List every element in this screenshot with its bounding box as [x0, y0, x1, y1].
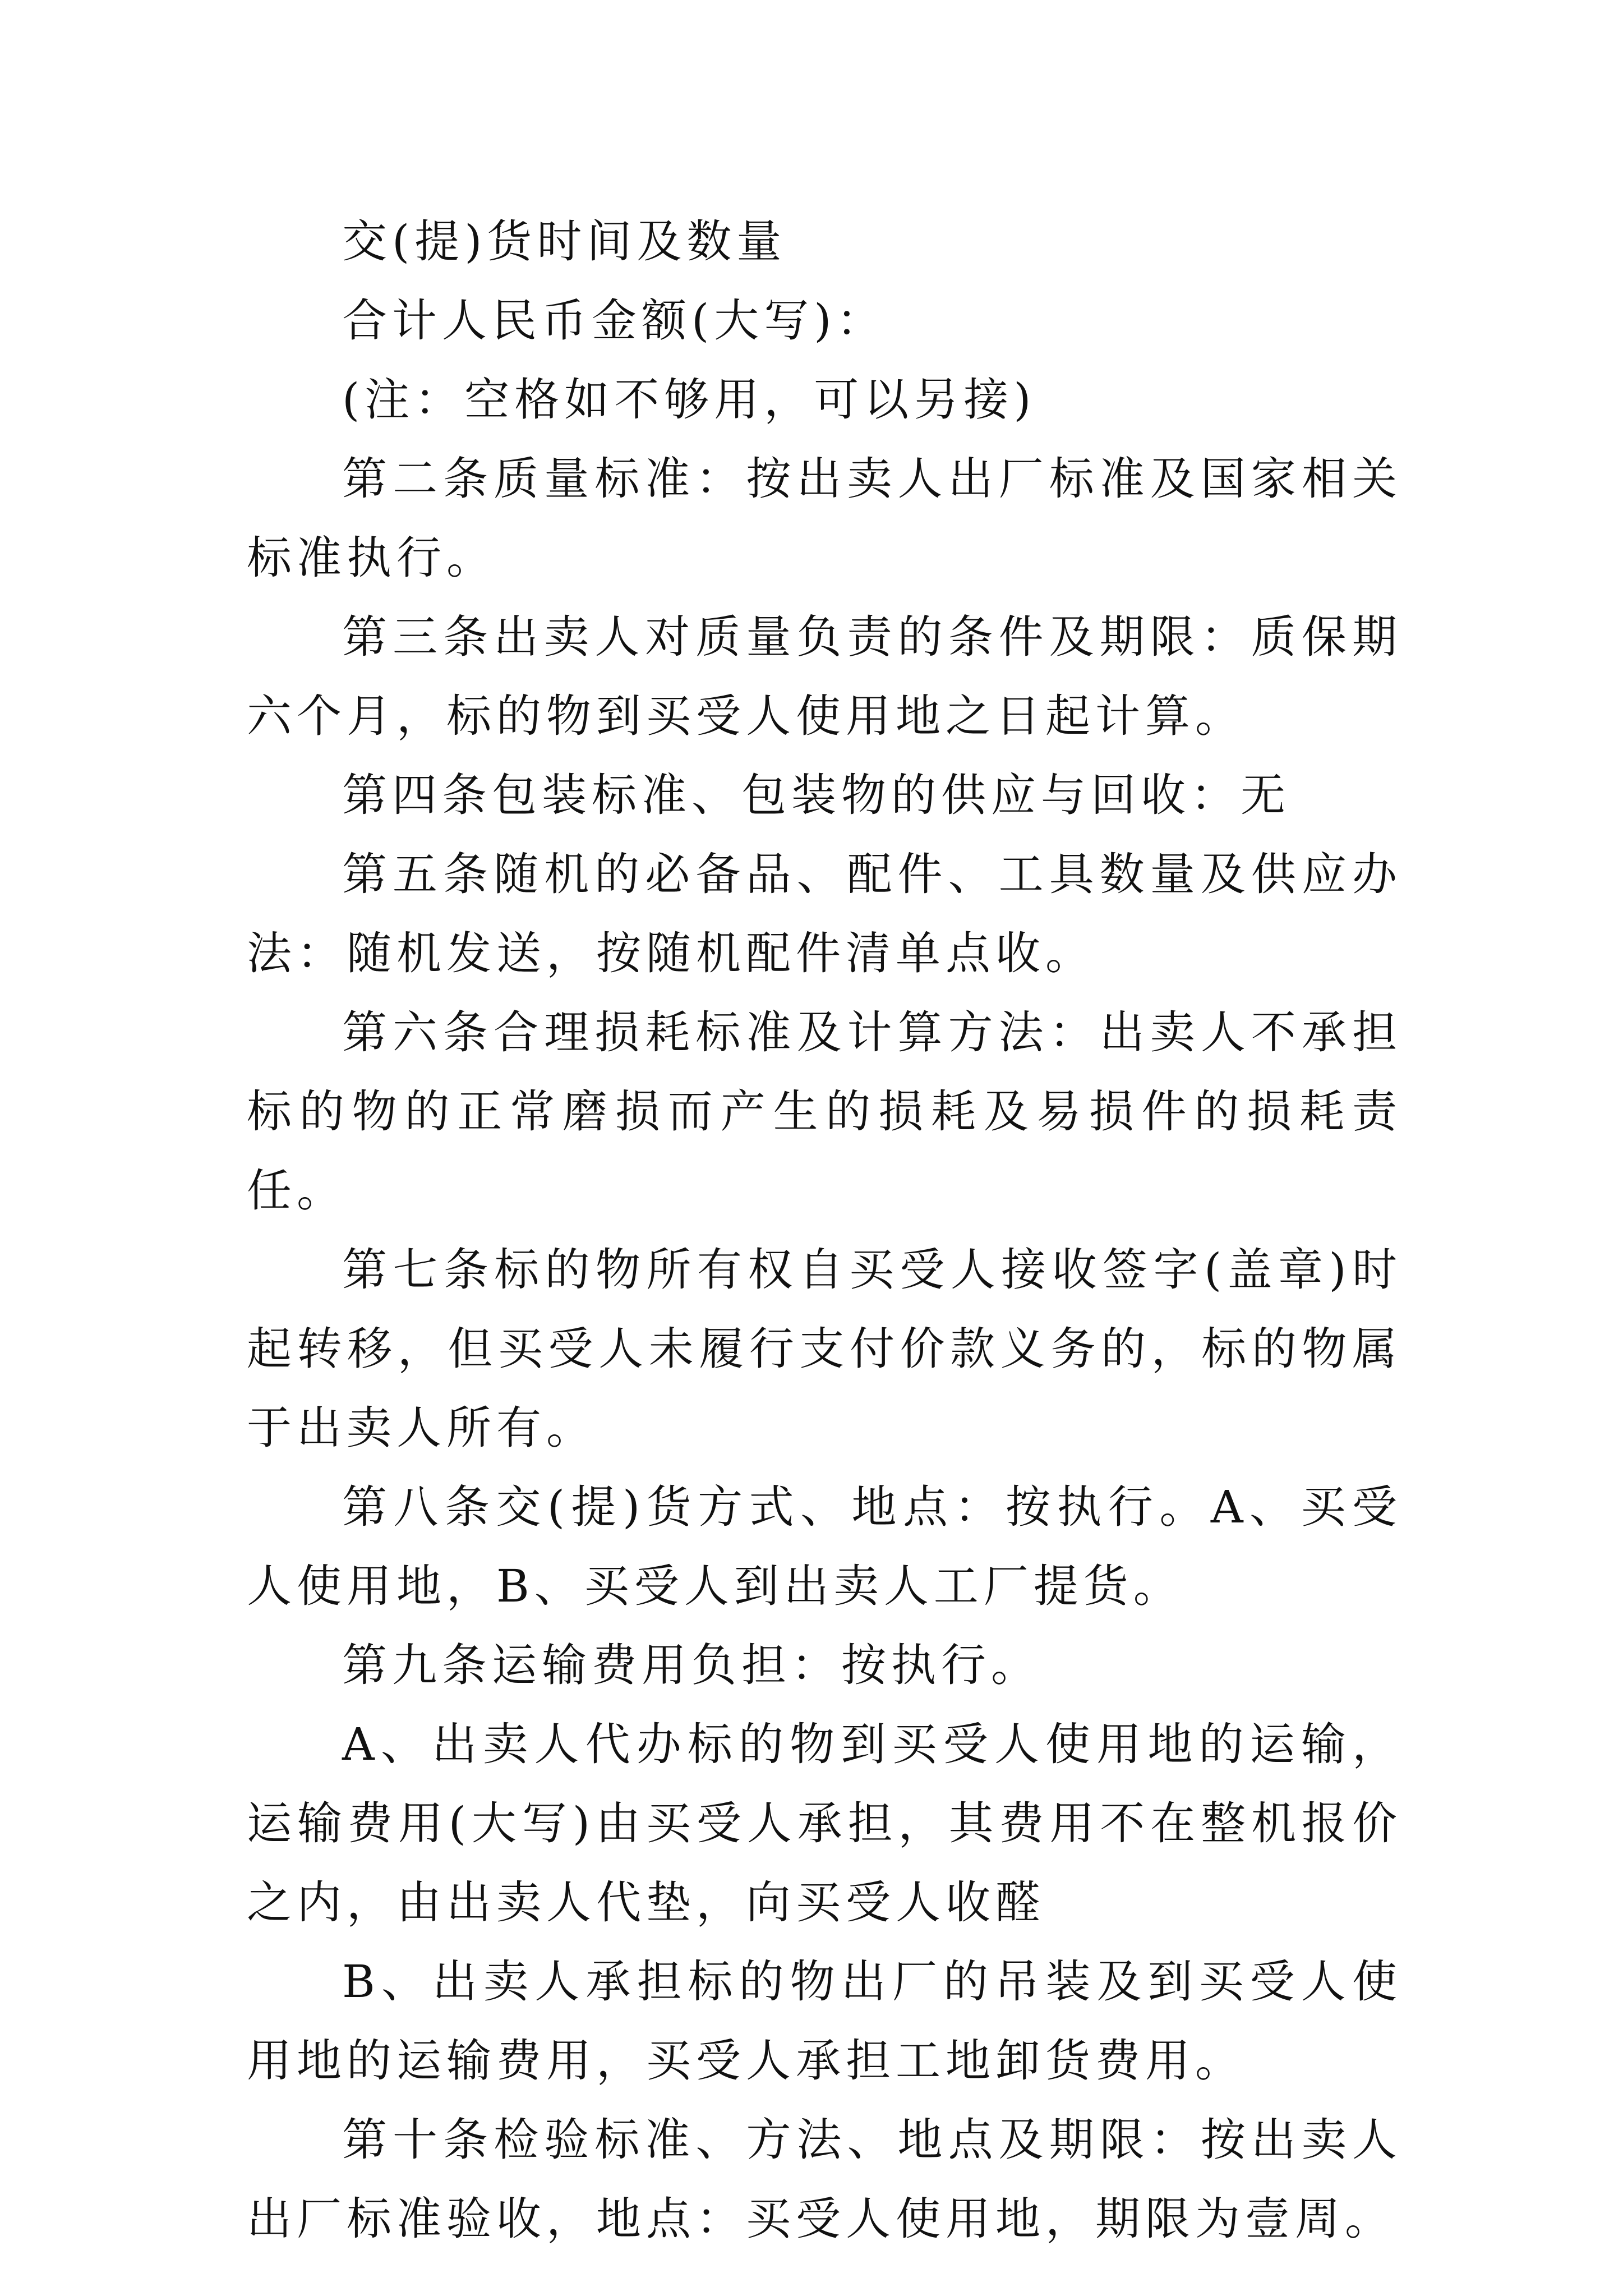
paragraph-article-2: 第二条质量标准：按出卖人出厂标准及国家相关标准执行。 — [247, 453, 1402, 584]
paragraph-article-3: 第三条出卖人对质量负责的条件及期限：质保期六个月，标的物到买受人使用地之日起计算。 — [247, 611, 1402, 742]
paragraph-note: (注：空格如不够用，可以另接) — [342, 374, 1036, 426]
paragraph-article-5: 第五条随机的必备品、配件、工具数量及供应办法：随机发送，按随机配件清单点收。 — [247, 848, 1402, 979]
paragraph-article-6: 第六条合理损耗标准及计算方法：出卖人不承担标的物的正常磨损而产生的损耗及易损件的损耗责任。 — [247, 1006, 1402, 1217]
paragraph-total-amount: 合计人民币金额(大写)： — [342, 295, 887, 347]
paragraph-article-9-option-b: B、出卖人承担标的物出厂的吊装及到买受人使用地的运输费用，买受人承担工地卸货费用。 — [247, 1955, 1402, 2087]
paragraph-article-8: 第八条交(提)货方式、地点：按执行。A、买受人使用地，B、买受人到出卖人工厂提货。 — [247, 1481, 1402, 1612]
paragraph-article-9-option-a: A、出卖人代办标的物到买受人使用地的运输，运输费用(大写)由买受人承担，其费用不在整机报价之内，由出卖人代垫，向买受人收醛 — [247, 1718, 1402, 1929]
paragraph-article-9: 第九条运输费用负担：按执行。 — [342, 1639, 1041, 1691]
paragraph-article-10: 第十条检验标准、方法、地点及期限：按出卖人出厂标准验收，地点：买受人使用地，期限为壹周。 — [247, 2114, 1402, 2245]
paragraph-article-4: 第四条包装标准、包装物的供应与回收：无 — [342, 769, 1290, 821]
paragraph-delivery-time: 交(提)货时间及数量 — [342, 215, 787, 268]
document-body — [247, 202, 1402, 2258]
paragraph-article-7: 第七条标的物所有权自买受人接收签字(盖章)时起转移，但买受人未履行支付价款义务的，标的物属于出卖人所有。 — [247, 1244, 1402, 1454]
